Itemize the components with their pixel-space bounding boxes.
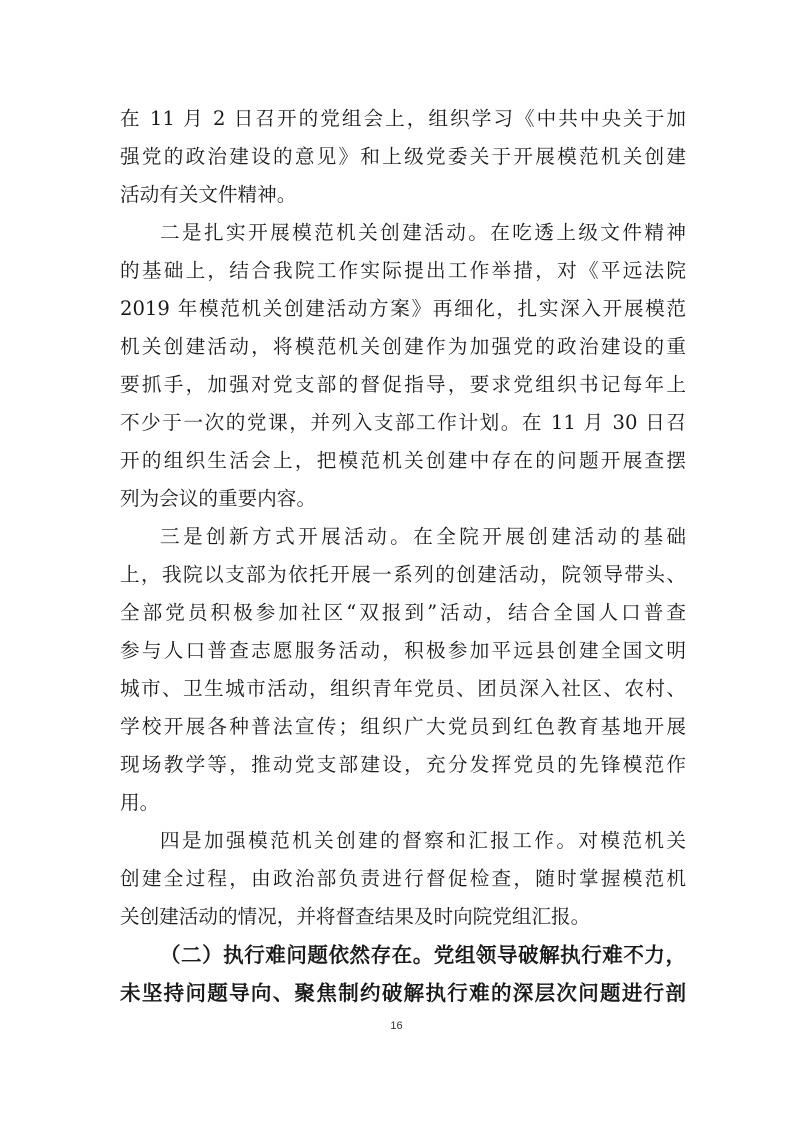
section-heading-line: （二）执行难问题依然存在。党组领导破解执行难不力， <box>160 943 686 967</box>
text-line: 在 11 月 2 日召开的党组会上，组织学习《中共中央关于加 <box>120 107 686 130</box>
paragraph-start-line: 四是加强模范机关创建的督察和汇报工作。对模范机关 <box>160 829 686 852</box>
text-line: 强党的政治建设的意见》和上级党委关于开展模范机关创建 <box>120 145 686 168</box>
text-line: 创建全过程，由政治部负责进行督促检查，随时掌握模范机 <box>120 867 686 890</box>
section-heading-line: 未坚持问题导向、聚焦制约破解执行难的深层次问题进行剖 <box>120 981 686 1005</box>
text-line: 用。 <box>120 791 160 814</box>
text-line: 活动有关文件精神。 <box>120 183 297 206</box>
text-line: 关创建活动的情况，并将督查结果及时向院党组汇报。 <box>120 905 591 928</box>
paragraph-start-line: 二是扎实开展模范机关创建活动。在吃透上级文件精神 <box>160 221 686 244</box>
text-line: 上，我院以支部为依托开展一系列的创建活动，院领导带头、 <box>120 563 686 586</box>
text-line: 不少于一次的党课，并列入支部工作计划。在 11 月 30 日召 <box>120 411 686 434</box>
text-line: 开的组织生活会上，把模范机关创建中存在的问题开展查摆 <box>120 449 686 472</box>
paragraph-start-line: 三是创新方式开展活动。在全院开展创建活动的基础 <box>160 525 686 548</box>
text-line: 2019 年模范机关创建活动方案》再细化，扎实深入开展模范 <box>120 297 686 320</box>
page-number: 16 <box>390 1020 403 1032</box>
text-line: 列为会议的重要内容。 <box>120 487 316 510</box>
text-line: 要抓手，加强对党支部的督促指导，要求党组织书记每年上 <box>120 373 686 396</box>
text-line: 参与人口普查志愿服务活动，积极参加平远县创建全国文明 <box>120 639 686 662</box>
text-line: 全部党员积极参加社区“双报到”活动，结合全国人口普查 <box>120 601 686 624</box>
text-line: 的基础上，结合我院工作实际提出工作举措，对《平远法院 <box>120 259 686 282</box>
text-line: 现场教学等，推动党支部建设，充分发挥党员的先锋模范作 <box>120 753 686 776</box>
text-line: 城市、卫生城市活动，组织青年党员、团员深入社区、农村、 <box>120 677 686 700</box>
text-line: 学校开展各种普法宣传；组织广大党员到红色教育基地开展 <box>120 715 686 738</box>
text-line: 机关创建活动，将模范机关创建作为加强党的政治建设的重 <box>120 335 686 358</box>
